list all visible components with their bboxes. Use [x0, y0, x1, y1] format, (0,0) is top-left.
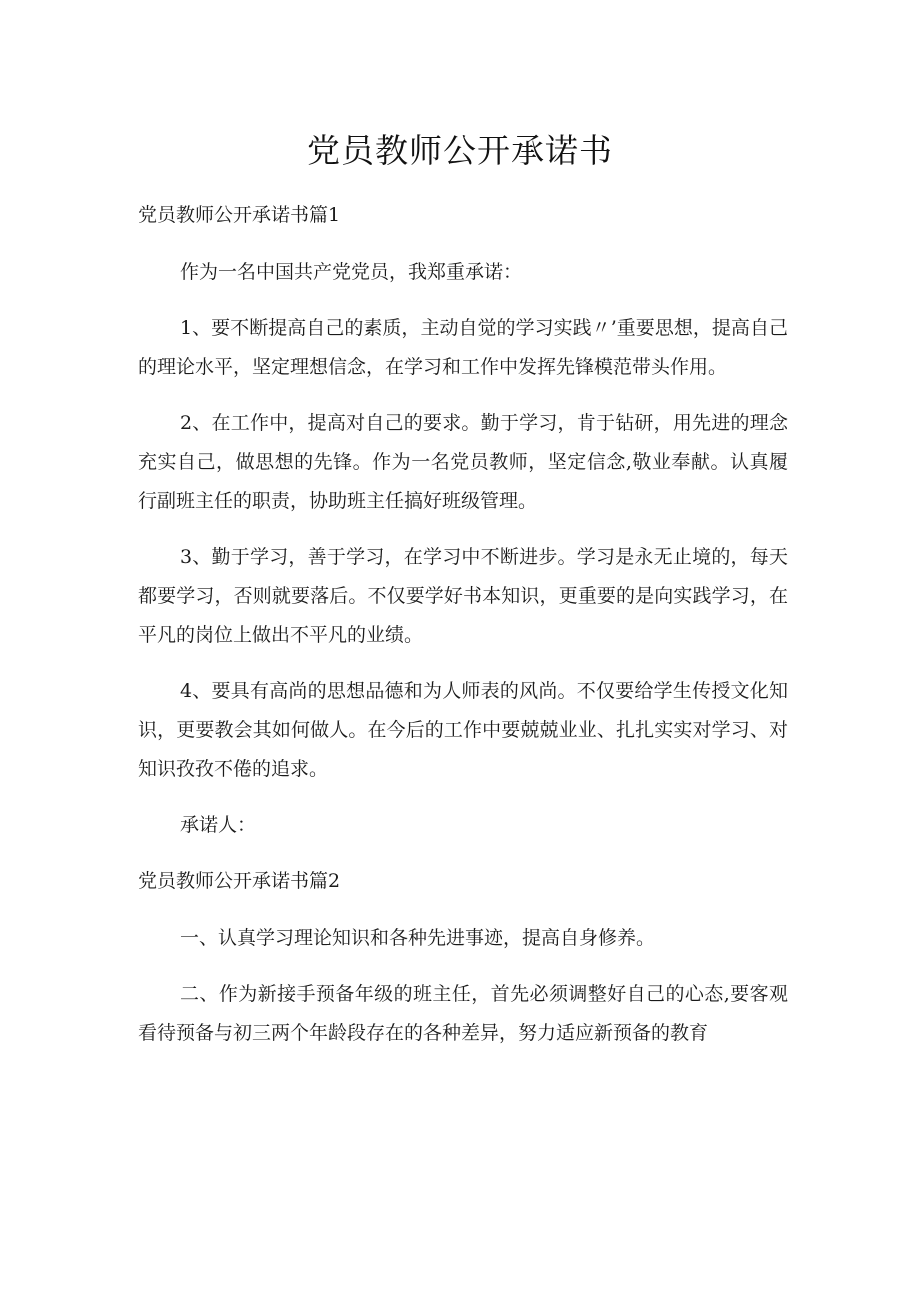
- section-1-item-2: 2、在工作中，提高对自己的要求。勤于学习，肯于钻研，用先进的理念充实自己，做思想的先锋。作为一名党员教师，坚定信念,敬业奉献。认真履行副班主任的职责，协助班主任搞好班级管理。: [138, 412, 788, 512]
- section-2-item-2: 二、作为新接手预备年级的班主任，首先必须调整好自己的心态,要客观看待预备与初三两个年龄段存在的各种差异，努力适应新预备的教育: [138, 983, 788, 1044]
- section-1-intro: 作为一名中国共产党党员，我郑重承诺：: [180, 261, 523, 283]
- section-1-item-1: 1、要不断提高自己的素质，主动自觉的学习实践〃’重要思想，提高自己的理论水平，坚定理想信念，在学习和工作中发挥先锋模范带头作用。: [138, 317, 788, 378]
- signature-line: 承诺人：: [180, 814, 257, 836]
- section-1-item-3: 3、勤于学习，善于学习，在学习中不断进步。学习是永无止境的，每天都要学习，否则就要落后。不仅要学好书本知识，更重要的是向实践学习，在平凡的岗位上做出不平凡的业绩。: [138, 546, 788, 646]
- section-1-item-4: 4、要具有高尚的思想品德和为人师表的风尚。不仅要给学生传授文化知识，更要教会其如何做人。在今后的工作中要兢兢业业、扎扎实实对学习、对知识孜孜不倦的追求。: [138, 680, 788, 780]
- section-2-item-1: 一、认真学习理论知识和各种先进事迹，提高自身修养。: [180, 927, 656, 949]
- document-title: 党员教师公开承诺书: [307, 131, 613, 170]
- section-heading-1: 党员教师公开承诺书篇1: [138, 204, 341, 226]
- section-heading-2: 党员教师公开承诺书篇2: [138, 870, 341, 892]
- document-body: [138, 196, 788, 1070]
